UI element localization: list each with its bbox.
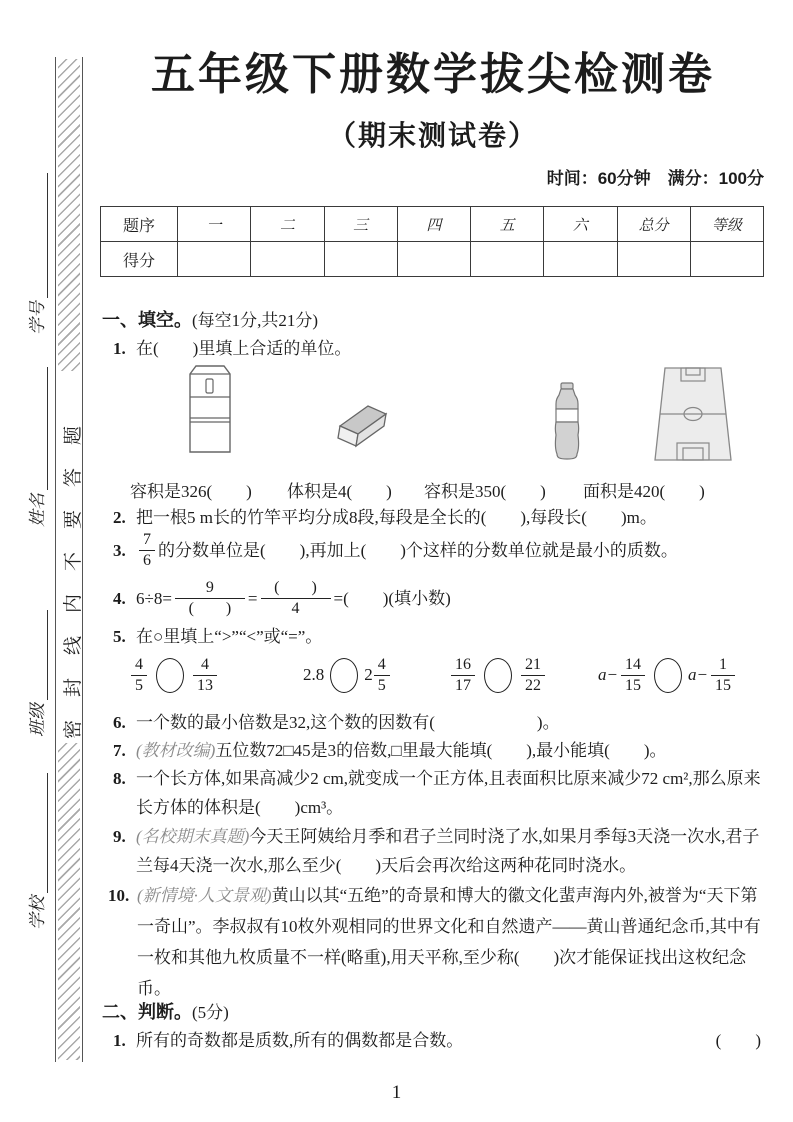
compare-circle <box>654 658 682 693</box>
caption-eraser: 体积是4( ) <box>287 482 392 501</box>
equals-sign: = <box>247 588 258 608</box>
score-cell <box>617 242 690 277</box>
sidebar-field-name <box>24 367 48 527</box>
soccer-field-image <box>654 366 732 462</box>
fraction-7-6: $\frac{7}{6}$ <box>139 530 155 569</box>
question-text <box>136 530 765 569</box>
fraction-4-5: $\frac{4}{5}$ <box>374 655 390 694</box>
question-3-text: 的分数单位是( ),再加上( )个这样的分数单位就是最小的质数。 <box>158 540 678 560</box>
time-score-info: 时间：60分钟 满分：100分 <box>546 169 764 188</box>
question-tag: (新情境·人文景观) <box>137 886 272 905</box>
col-3: 三 <box>324 207 397 242</box>
caption-refrigerator: 容积是326( ) <box>130 482 252 501</box>
question-6 <box>113 708 765 737</box>
name-label: 姓名 <box>28 493 47 527</box>
score-cell <box>397 242 470 277</box>
question-number: 1. <box>113 339 126 358</box>
question-9 <box>113 822 765 880</box>
col-6: 六 <box>544 207 617 242</box>
score-table-header-row <box>101 207 764 242</box>
comparison-item-1 <box>128 644 220 706</box>
decimal-value: 2.8 <box>303 665 325 684</box>
sidebar-field-school <box>24 773 48 930</box>
question-tag: (教材改编) <box>136 741 216 760</box>
question-number: 2. <box>113 508 126 527</box>
fraction-21-22: $\frac{21}{22}$ <box>521 655 545 694</box>
col-5: 五 <box>471 207 544 242</box>
page-title: 五年级下册数学拔尖检测卷 <box>151 50 715 99</box>
page-subtitle: （期末测试卷） <box>327 120 538 151</box>
equals-sign: = <box>333 588 344 608</box>
compare-circle <box>330 658 358 693</box>
seal-line-text: 密封线内不要答题 <box>63 402 84 739</box>
question-equation <box>136 578 765 617</box>
question-text: (教材改编)五位数72□45是3的倍数,□里最大能填( ),最小能填( )。 <box>136 741 667 760</box>
question-1-captions <box>100 477 764 503</box>
fraction-1-15: $\frac{1}{15}$ <box>711 655 735 694</box>
question-8 <box>113 764 765 822</box>
score-cell <box>251 242 324 277</box>
question-number: 9. <box>113 827 126 846</box>
question-number: 7. <box>113 741 126 760</box>
section2-title: 二、判断。 <box>102 1002 192 1022</box>
question-text: 在○里填上“>”“<”或“=”。 <box>136 627 323 646</box>
score-cell <box>690 242 763 277</box>
fraction-9-blank: $\frac{9}{( )}$ <box>175 578 245 617</box>
question-number: 4. <box>113 588 126 608</box>
answer-blank: ( ) <box>715 1031 761 1050</box>
col-2: 二 <box>251 207 324 242</box>
question-1 <box>113 334 765 363</box>
question-5-comparisons <box>100 644 764 706</box>
school-label: 学校 <box>28 896 47 930</box>
section1-title: 一、填空。 <box>102 310 192 330</box>
score-table-row1-label: 题序 <box>101 207 178 242</box>
fraction-4-5: $\frac{4}{5}$ <box>131 655 147 694</box>
eraser-image <box>332 400 392 450</box>
section2-heading <box>102 998 229 1024</box>
score-cell <box>178 242 251 277</box>
col-total: 总分 <box>617 207 690 242</box>
variable-expression: a− <box>598 665 618 684</box>
score-table-row2-label: 得分 <box>101 242 178 277</box>
sidebar-field-class <box>24 610 48 737</box>
section2-points: (5分) <box>192 1003 229 1022</box>
bottle-image <box>549 382 585 462</box>
score-cell <box>471 242 544 277</box>
section2-question-1 <box>113 1026 765 1055</box>
section1-points: (每空1分,共21分) <box>192 311 319 330</box>
equation-suffix: ( )(填小数) <box>343 588 451 608</box>
col-grade: 等级 <box>690 207 763 242</box>
question-number: 5. <box>113 627 126 646</box>
question-text: 把一根5 m长的竹竿平均分成8段,每段是全长的( ),每段长( )m。 <box>136 508 657 527</box>
score-cell <box>544 242 617 277</box>
section1-heading <box>102 306 318 332</box>
question-7 <box>113 736 765 765</box>
score-table <box>100 206 764 277</box>
question-text: 在( )里填上合适的单位。 <box>136 339 352 358</box>
hatch-pattern-bottom <box>58 743 80 1060</box>
equation-prefix: 6÷8= <box>136 588 172 608</box>
caption-soccer-field: 面积是420( ) <box>583 482 705 501</box>
question-number: 10. <box>108 886 130 905</box>
question-10 <box>108 880 765 1004</box>
fraction-blank-4: $\frac{( )}{4}$ <box>261 578 331 617</box>
score-table-score-row <box>101 242 764 277</box>
question-number: 3. <box>113 540 126 560</box>
hatch-pattern-top <box>58 59 80 371</box>
student-id-label: 学号 <box>28 301 47 335</box>
fraction-14-15: $\frac{14}{15}$ <box>621 655 645 694</box>
question-text: (名校期末真题)今天王阿姨给月季和君子兰同时浇了水,如果月季每3天浇一次水,君子兰每4天浇一次水,那么至少( )天后会再次给这两种花同时浇水。 <box>136 827 760 875</box>
name-blank-line <box>28 367 48 490</box>
paper-content <box>100 0 766 1122</box>
question-number: 8. <box>113 769 126 788</box>
question-text: 一个数的最小倍数是32,这个数的因数有( )。 <box>136 713 560 732</box>
comparison-item-4 <box>598 644 738 706</box>
comparison-item-3 <box>448 644 548 706</box>
col-1: 一 <box>178 207 251 242</box>
question-4 <box>113 572 765 624</box>
comparison-item-2 <box>303 644 393 706</box>
question-1-images <box>100 362 764 466</box>
fraction-4-13: $\frac{4}{13}$ <box>193 655 217 694</box>
question-3 <box>113 528 765 572</box>
whole-number: 2 <box>364 665 373 684</box>
fraction-16-17: $\frac{16}{17}$ <box>451 655 475 694</box>
question-number: 6. <box>113 713 126 732</box>
school-blank-line <box>28 773 48 893</box>
compare-circle <box>156 658 184 693</box>
page-number: 1 <box>391 1082 402 1103</box>
caption-bottle: 容积是350( ) <box>424 482 546 501</box>
question-text: 一个长方体,如果高减少2 cm,就变成一个正方体,且表面积比原来减少72 cm²,那么原来长方体的体积是( )cm³。 <box>136 769 761 817</box>
class-blank-line <box>28 610 48 700</box>
question-tag: (名校期末真题) <box>136 827 250 846</box>
score-cell <box>324 242 397 277</box>
student-id-blank-line <box>28 173 48 298</box>
class-label: 班级 <box>28 703 47 737</box>
col-4: 四 <box>397 207 470 242</box>
compare-circle <box>484 658 512 693</box>
variable-expression: a− <box>687 665 708 684</box>
question-text: 所有的奇数都是质数,所有的偶数都是合数。 ( ) <box>136 1026 765 1055</box>
question-text: (新情境·人文景观)黄山以其“五绝”的奇景和博大的徽文化蜚声海内外,被誉为“天下第一奇山”。李叔叔有10枚外观相同的世界文化和自然遗产——黄山普通纪念币,其中有一枚和其他九枚质量不一样(略重),用天平称,至少称( )次才能保证找出这枚纪念币。 <box>137 886 761 998</box>
refrigerator-image <box>187 364 233 454</box>
sidebar-field-student-id <box>24 173 48 335</box>
question-number: 1. <box>113 1031 126 1050</box>
